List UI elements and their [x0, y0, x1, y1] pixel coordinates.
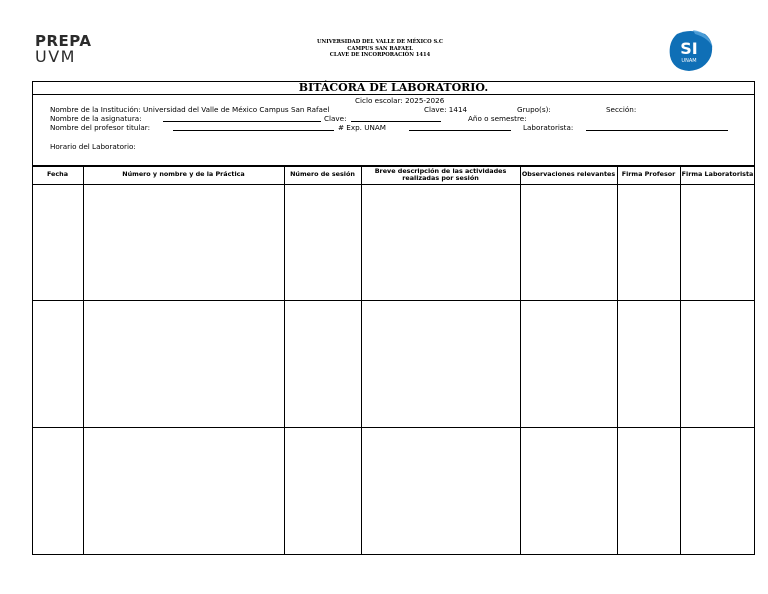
col-header-descripcion: Breve descripción de las actividades realizadas por sesión	[374, 166, 507, 182]
si-logo-big-text: SI	[680, 39, 698, 58]
anio-semestre-label: Año o semestre:	[468, 114, 527, 123]
col-header-fecha: Fecha	[46, 170, 69, 179]
asignatura-line[interactable]	[163, 121, 321, 122]
laboratorista-label: Laboratorista:	[523, 123, 574, 132]
institution-name: UNIVERSIDAD DEL VALLE DE MÉXICO S.C	[317, 39, 443, 45]
logo-line-prepa: PREPA	[35, 32, 92, 50]
col-header-sesion: Número de sesión	[290, 170, 355, 179]
log-table	[32, 165, 755, 555]
col-divider-5	[617, 165, 618, 555]
logo-line-uvm: UVM	[35, 47, 76, 66]
clave-1414: Clave: 1414	[424, 105, 468, 114]
campus-name: CAMPUS SAN RAFAEL	[347, 45, 413, 52]
col-header-firma-laboratorista: Firma Laboratorista	[681, 170, 754, 179]
exp-unam-line[interactable]	[409, 130, 511, 131]
laboratorista-line[interactable]	[586, 130, 728, 131]
clave-label: Clave:	[324, 114, 347, 123]
incorporation-key: CLAVE DE INCORPORACIÓN 1414	[329, 52, 431, 59]
col-divider-4	[520, 165, 521, 555]
si-logo-small-text: UNAM	[681, 58, 697, 64]
col-header-observaciones: Observaciones relevantes	[521, 170, 616, 179]
form-title: BITÁCORA DE LABORATORIO.	[32, 81, 755, 95]
asignatura-label: Nombre de la asignatura:	[50, 114, 142, 123]
profesor-line[interactable]	[173, 130, 334, 131]
grupo-label: Grupo(s):	[517, 105, 551, 114]
institution-field: Nombre de la Institución: Universidad del Valle de México Campus San Rafael	[50, 105, 330, 114]
prepa-uvm-logo	[35, 33, 92, 65]
col-divider-2	[284, 165, 285, 555]
header-bottom-border	[32, 184, 755, 185]
seccion-label: Sección:	[606, 105, 637, 114]
col-divider-1	[83, 165, 84, 555]
col-header-practica: Número y nombre y de la Práctica	[122, 170, 245, 179]
exp-unam-label: # Exp. UNAM	[338, 123, 386, 132]
ciclo-escolar: Ciclo escolar: 2025-2026	[355, 96, 445, 105]
row-divider-2	[32, 427, 755, 428]
col-divider-6	[680, 165, 681, 555]
institution-header	[250, 39, 510, 59]
row-divider-1	[32, 300, 755, 301]
si-unam-logo	[665, 28, 715, 73]
profesor-label: Nombre del profesor titular:	[50, 123, 151, 132]
col-header-firma-profesor: Firma Profesor	[621, 170, 676, 179]
col-divider-3	[361, 165, 362, 555]
clave-line[interactable]	[351, 121, 441, 122]
horario-label: Horario del Laboratorio:	[50, 142, 136, 151]
